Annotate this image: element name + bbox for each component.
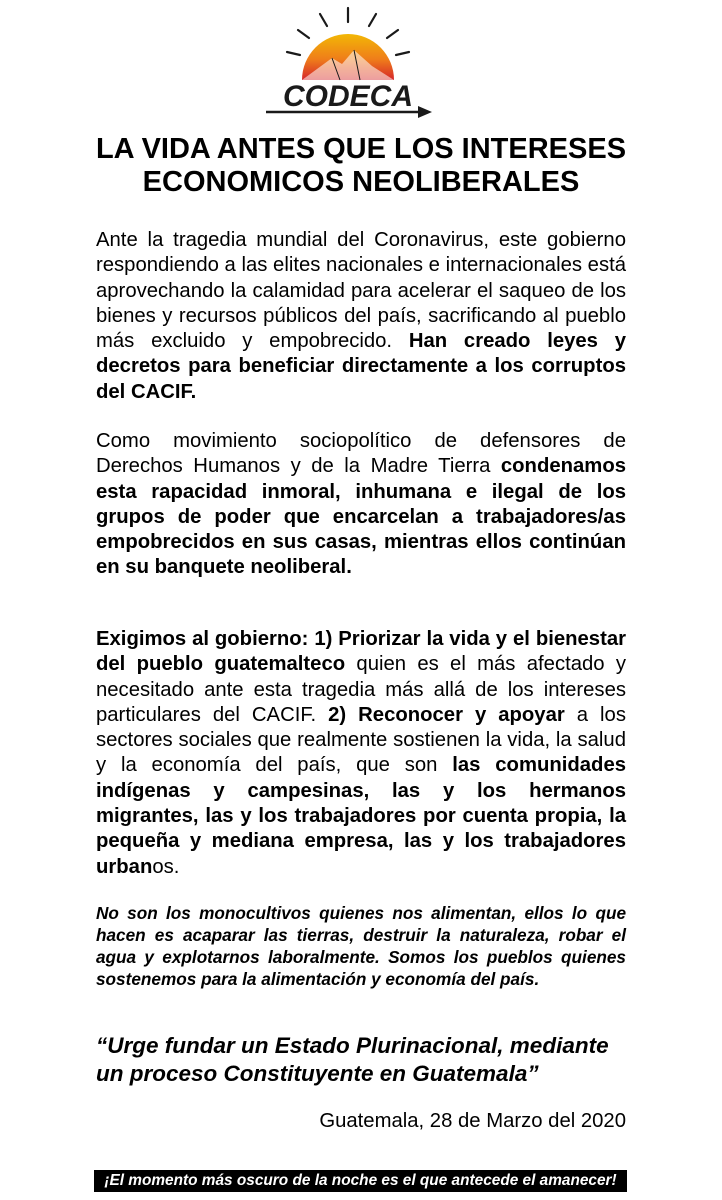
italic-paragraph: No son los monocultivos quienes nos alimentan, ellos lo que hacen es acaparar las tierras, destruir la naturaleza, robar el agua y explotarnos laboralmente. Somos los pueblos quienes sostenemos para la alimentación y economía del país. — [96, 903, 626, 989]
paragraph-3-text-1: quien es el más afectado y necesitado ante esta tragedia más allá de los intereses particulares del CACIF. — [96, 653, 626, 726]
dateline: Guatemala, 28 de Marzo del 2020 — [319, 1110, 626, 1132]
paragraph-3 — [96, 627, 626, 880]
paragraph-1 — [96, 228, 626, 405]
logo-text: CODECA — [282, 80, 414, 113]
footer-banner: ¡El momento más oscuro de la noche es el que antecede el amanecer! — [94, 1170, 627, 1192]
page-title: LA VIDA ANTES QUE LOS INTERESES ECONOMICOS NEOLIBERALES — [95, 133, 627, 198]
paragraph-2-bold: condenamos esta rapacidad inmoral, inhumana e ilegal de los grupos de poder que encarcelan a trabajadores/as empobrecidos en sus casas, mientras ellos continúan en su banquete neoliberal. — [96, 455, 626, 579]
paragraph-3-bold-3: las comunidades indígenas y campesinas, las y los hermanos migrantes, las y los trabajadores por cuenta propia, la pequeña y mediana empresa, las y los trabajadores urban — [96, 754, 627, 878]
paragraph-3-text-2: a los sectores sociales que realmente sostienen la vida, la salud y la economía del país, que son — [96, 703, 626, 777]
quote: “Urge fundar un Estado Plurinacional, mediante un proceso Constituyente en Guatemala” — [96, 1033, 609, 1086]
paragraph-3-bold-2: 2) Reconocer y apoyar — [328, 703, 565, 726]
paragraph-1-bold: Han creado leyes y decretos para beneficiar directamente a los corruptos del CACIF. — [96, 330, 626, 403]
paragraph-1-text: Ante la tragedia mundial del Coronavirus, este gobierno respondiendo a las elites nacionales e internacionales está aprovechando la calamidad para acelerar el saqueo de los bienes y recursos públicos del país, sacrificando al pueblo más excluido y empobrecido. — [96, 229, 626, 353]
codeca-logo — [262, 6, 434, 124]
paragraph-3-bold-1: Exigimos al gobierno: 1) Priorizar la vida y el bienestar del pueblo guatemalteco — [96, 628, 626, 676]
paragraph-2-text: Como movimiento sociopolítico de defensores de Derechos Humanos y de la Madre Tierra — [96, 430, 626, 478]
paragraph-3-text-3: os. — [152, 855, 180, 878]
paragraph-2 — [96, 429, 626, 581]
